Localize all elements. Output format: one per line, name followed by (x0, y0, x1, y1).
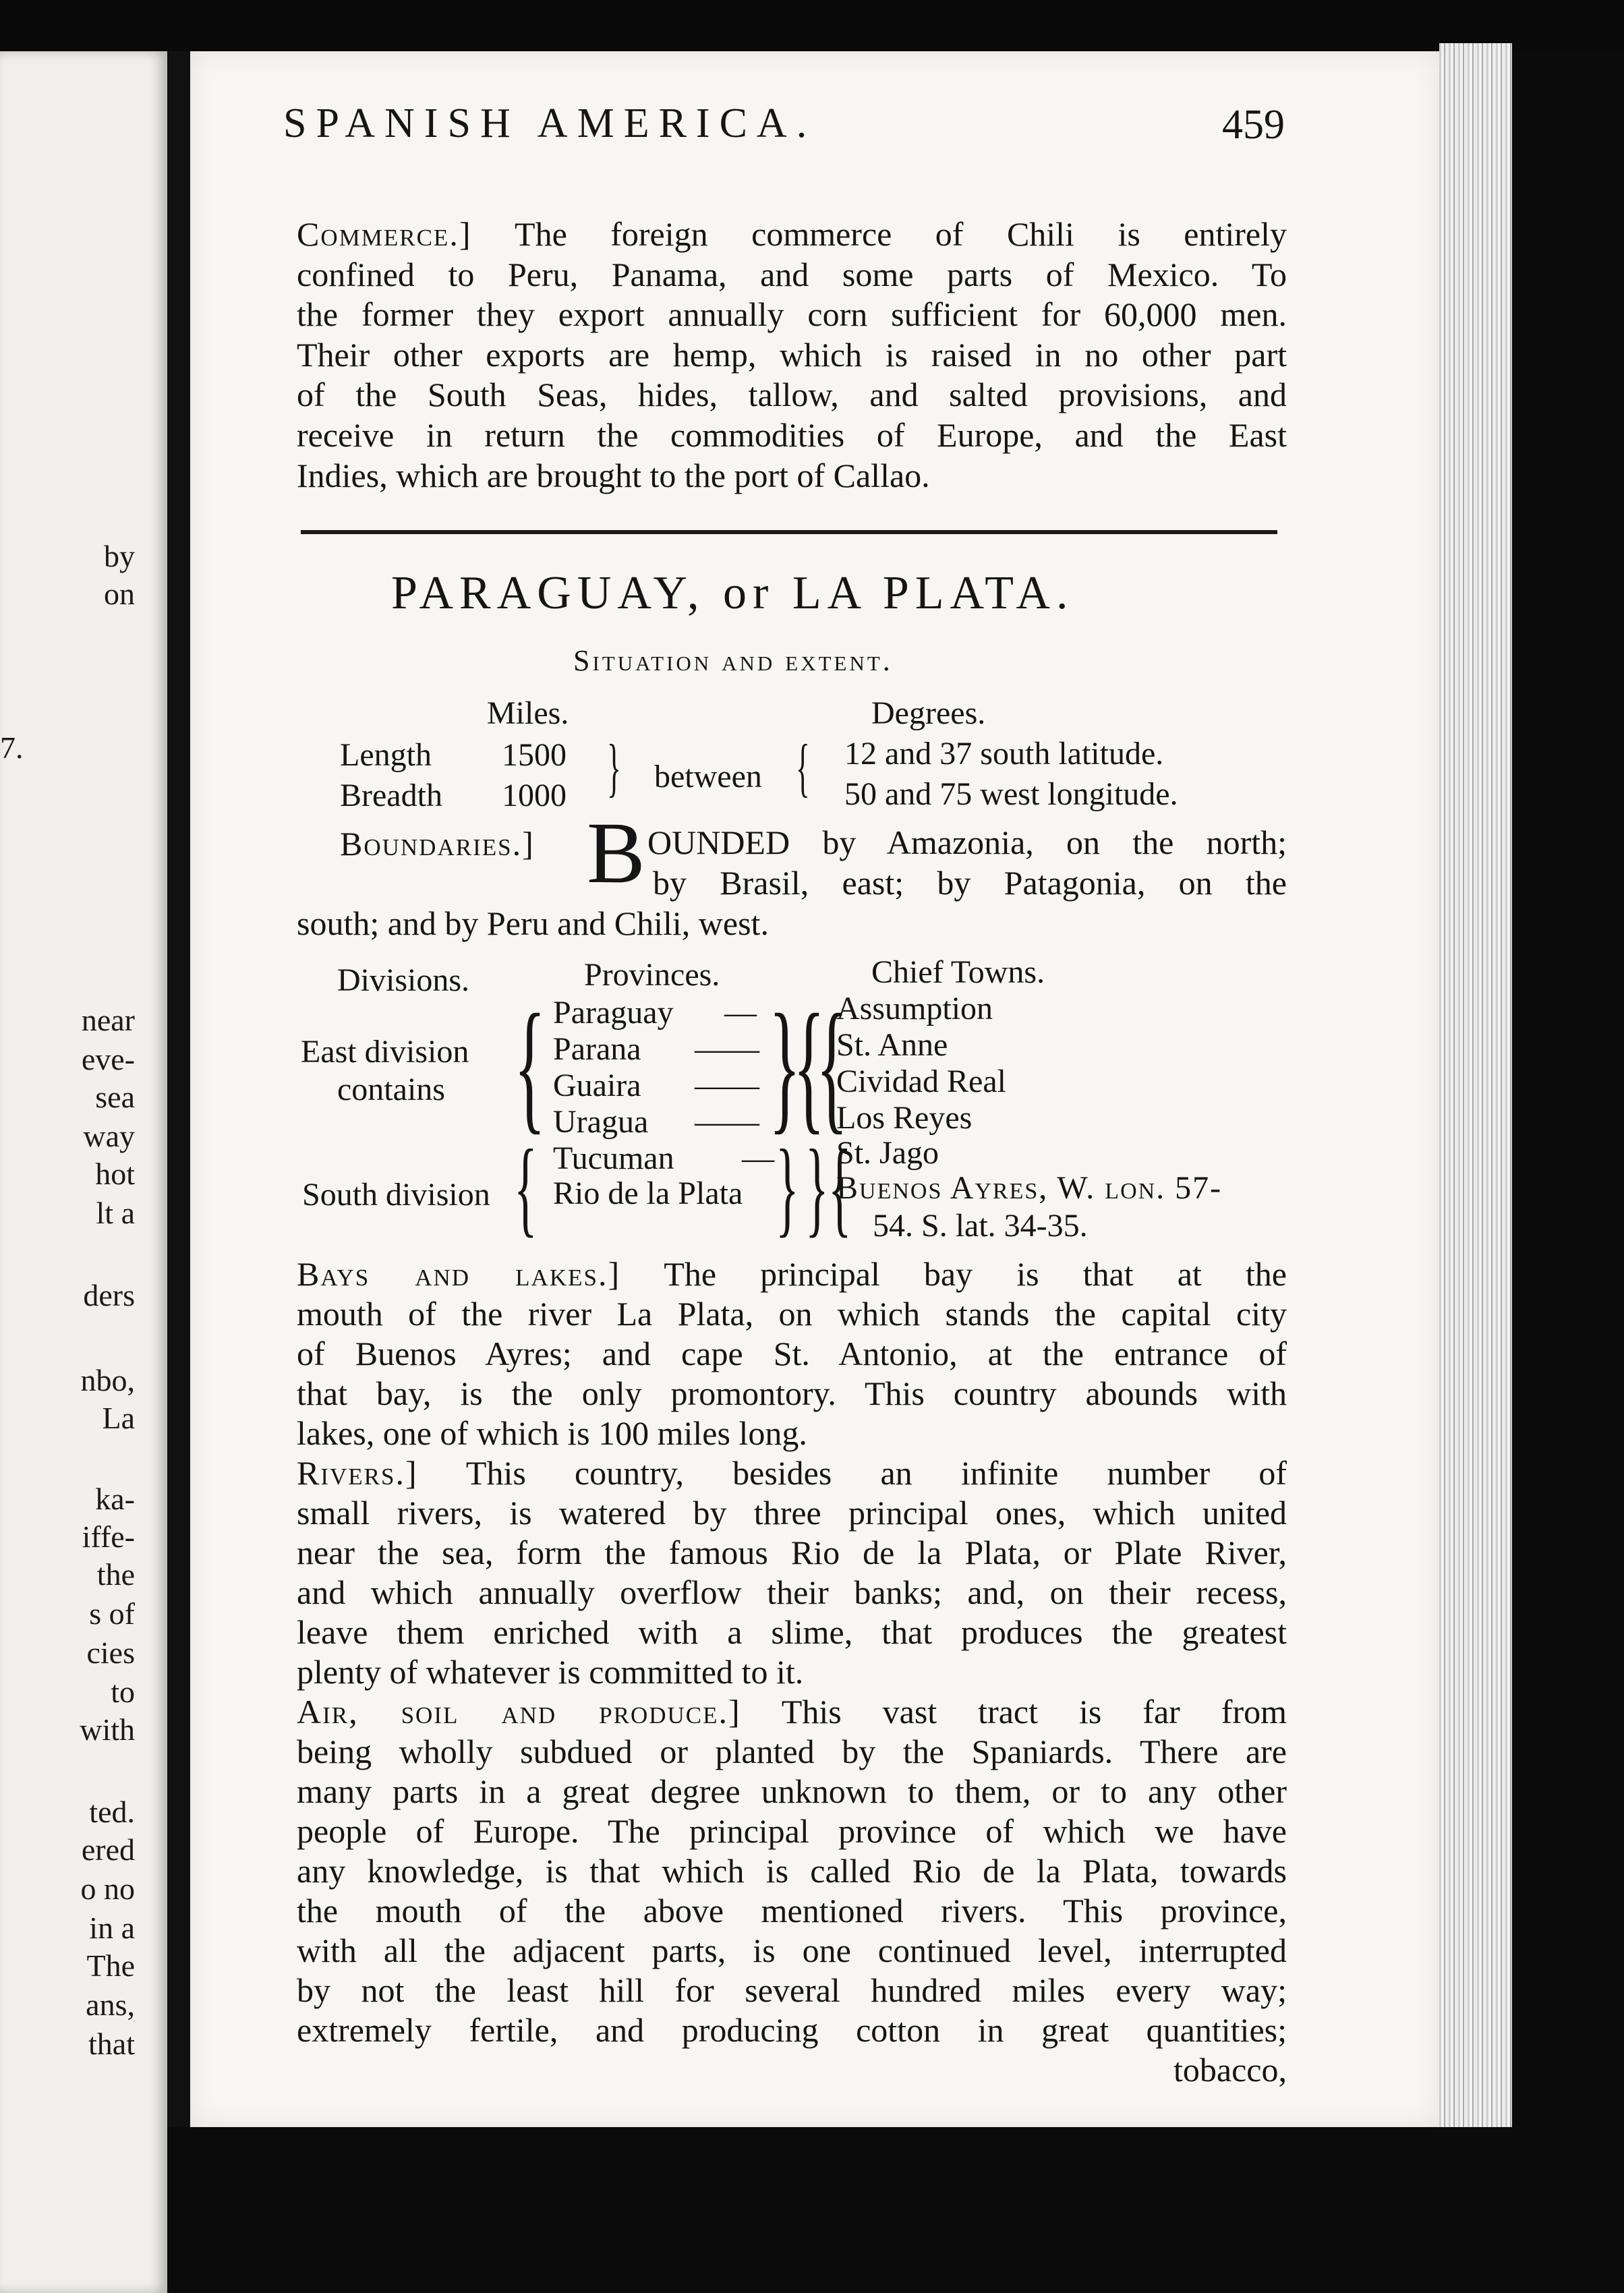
drop-capital: B (587, 805, 645, 902)
east-division-label: East division (301, 1034, 469, 1070)
air-line: the mouth of the above mentioned rivers. This province, (297, 1892, 1287, 1929)
boundaries-line: south; and by Peru and Chili, west. (297, 904, 769, 942)
town-item: Cividad Real (836, 1064, 1006, 1099)
margin-fragment: ans, (86, 1987, 135, 2022)
province-item: Parana (553, 1031, 641, 1067)
rivers-line: small rivers, is watered by three principal ones, which united (297, 1494, 1287, 1532)
town-item (836, 1169, 1222, 1207)
margin-fragment: that (88, 2027, 135, 2061)
margin-fragment: sea (95, 1080, 135, 1114)
air-line: people of Europe. The principal province of which we have (297, 1812, 1287, 1850)
boundaries-label-text: Boundaries.] (340, 825, 535, 863)
towns-brace: { (828, 1127, 852, 1247)
degrees-header: Degrees. (871, 695, 986, 731)
province-item: Tucuman (553, 1140, 674, 1176)
dash-leader: — (742, 1140, 774, 1176)
rivers-line: plenty of whatever is committed to it. (297, 1653, 804, 1691)
bays-line (297, 1254, 1287, 1294)
commerce-line: of the South Seas, hides, tallow, and salted provisions, and (297, 376, 1287, 413)
town-item: 54. S. lat. 34-35. (873, 1208, 1088, 1244)
facing-page (0, 51, 167, 2293)
margin-fragment: s of (89, 1596, 135, 1631)
commerce-line (297, 214, 1287, 254)
margin-fragment: the (96, 1557, 135, 1592)
book-gutter (167, 51, 190, 2293)
margin-fragment: way (83, 1119, 135, 1153)
line-text: The foreign commerce of Chili is entirely (515, 215, 1287, 253)
margin-fragment: on (104, 577, 135, 611)
bays-line: lakes, one of which is 100 miles long. (297, 1414, 807, 1452)
dash-leader: —— (695, 1031, 759, 1067)
margin-fragment: lt a (96, 1196, 135, 1230)
margin-fragment: ders (83, 1278, 135, 1312)
margin-fragment: by (104, 539, 135, 573)
running-title: SPANISH AMERICA. (283, 100, 817, 146)
margin-fragment: La (102, 1401, 135, 1435)
breadth-label: Breadth (340, 778, 442, 813)
margin-fragment: ered (81, 1832, 135, 1867)
section-rule (301, 530, 1277, 534)
margin-fragment: o no (80, 1871, 135, 1906)
division-brace: { (514, 1127, 538, 1247)
margin-fragment: cies (86, 1635, 135, 1670)
margin-fragment: ted. (89, 1795, 135, 1829)
commerce-line: the former they export annually corn sufficient for 60,000 men. (297, 295, 1287, 333)
margin-fragment: 7. (0, 730, 24, 765)
air-line (297, 1692, 1287, 1732)
rivers-line (297, 1453, 1287, 1493)
bays-label: Bays and lakes.] (297, 1255, 621, 1293)
air-line: any knowledge, is that which is called Rio de la Plata, towards (297, 1852, 1287, 1890)
town-item: Los Reyes (836, 1100, 973, 1136)
catchword: tobacco, (1173, 2051, 1287, 2089)
dash-leader: —— (695, 1104, 759, 1140)
length-label: Length (340, 737, 432, 773)
margin-fragment: to (111, 1675, 135, 1709)
line-text: This country, besides an infinite number of (465, 1454, 1287, 1492)
air-line: extremely fertile, and producing cotton in great quantities; (297, 2011, 1287, 2049)
scan-top-border (0, 0, 1624, 51)
line-text: The principal bay is that at the (664, 1255, 1287, 1293)
margin-fragment: in a (89, 1911, 135, 1945)
towns-brace: } (769, 985, 801, 1147)
bays-line: of Buenos Ayres; and cape St. Antonio, at the entrance of (297, 1335, 1287, 1372)
commerce-line: Indies, which are brought to the port of Callao. (297, 457, 930, 494)
margin-fragment: nbo, (80, 1363, 135, 1397)
towns-brace: { (816, 985, 848, 1147)
province-item: Rio de la Plata (553, 1175, 743, 1211)
between-word: between (654, 759, 762, 794)
rivers-label: Rivers.] (297, 1454, 418, 1492)
breadth-value: 1000 (502, 778, 567, 813)
section-subtitle: Situation and extent. (573, 644, 893, 677)
south-division-label: South division (302, 1177, 490, 1213)
margin-fragment: with (80, 1712, 135, 1747)
brace-close: } (607, 731, 621, 803)
air-line: with all the adjacent parts, is one continued level, interrupted (297, 1932, 1287, 1969)
towns-header: Chief Towns. (871, 954, 1045, 990)
commerce-line: confined to Peru, Panama, and some parts of Mexico. To (297, 256, 1287, 293)
air-label: Air, soil and produce.] (297, 1693, 741, 1731)
town-item: Assumption (836, 991, 993, 1026)
brace-open: { (796, 731, 810, 803)
margin-fragment: iffe- (82, 1519, 135, 1554)
rivers-line: leave them enriched with a slime, that produces the greatest (297, 1613, 1287, 1651)
province-item: Paraguay (553, 995, 674, 1031)
town-buenos-ayres: Buenos Ayres, W. lon. 57- (836, 1170, 1223, 1206)
scan-bottom-border (167, 2127, 1624, 2293)
rivers-line: near the sea, form the famous Rio de la Plata, or Plate River, (297, 1534, 1287, 1571)
divisions-header: Divisions. (337, 962, 470, 998)
commerce-line: receive in return the commodities of Europe, and the East (297, 416, 1287, 454)
longitude-range: 50 and 75 west longitude. (844, 776, 1178, 812)
division-brace: { (514, 985, 546, 1147)
boundaries-line: by Brasil, east; by Patagonia, on the (653, 864, 1287, 902)
town-item: St. Anne (836, 1027, 948, 1063)
line-text: This vast tract is far from (781, 1693, 1287, 1731)
commerce-label: Commerce.] (297, 215, 472, 253)
dash-leader: — (724, 995, 757, 1031)
length-value: 1500 (502, 737, 567, 773)
dash-leader: —— (695, 1068, 759, 1103)
air-line: being wholly subdued or planted by the Spaniards. There are (297, 1733, 1287, 1770)
margin-fragment: hot (95, 1157, 135, 1191)
page-edges (1439, 43, 1512, 2127)
provinces-header: Provinces. (584, 957, 720, 993)
margin-fragment: The (86, 1948, 135, 1983)
east-division-contains: contains (337, 1072, 445, 1107)
towns-brace: } (776, 1127, 799, 1247)
section-title: PARAGUAY, or LA PLATA. (391, 567, 1074, 619)
bays-line: that bay, is the only promontory. This country abounds with (297, 1374, 1287, 1412)
boundaries-label (340, 824, 535, 864)
margin-fragment: ka- (95, 1482, 135, 1516)
town-item: St. Jago (836, 1135, 939, 1171)
boundaries-line: OUNDED by Amazonia, on the north; (647, 823, 1287, 861)
margin-fragment: eve- (81, 1042, 135, 1076)
bays-line: mouth of the river La Plata, on which stands the capital city (297, 1295, 1287, 1333)
towns-brace: { (793, 985, 825, 1147)
air-line: many parts in a great degree unknown to them, or to any other (297, 1772, 1287, 1810)
province-item: Guaira (553, 1068, 641, 1103)
rivers-line: and which annually overflow their banks; and, on their recess, (297, 1573, 1287, 1611)
miles-header: Miles. (487, 695, 569, 731)
air-line: by not the least hill for several hundred miles every way; (297, 1971, 1287, 2009)
province-item: Uragua (553, 1104, 649, 1140)
towns-brace: } (805, 1127, 829, 1247)
page-number: 459 (1222, 102, 1285, 148)
commerce-line: Their other exports are hemp, which is raised in no other part (297, 336, 1287, 374)
latitude-range: 12 and 37 south latitude. (844, 736, 1164, 772)
margin-fragment: near (81, 1003, 135, 1037)
